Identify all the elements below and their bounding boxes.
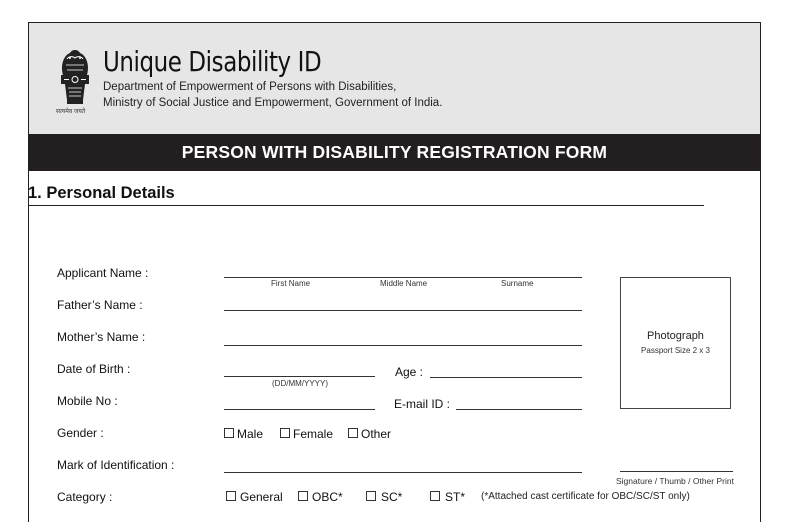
dob-label: Date of Birth : — [57, 362, 131, 376]
age-label: Age : — [395, 365, 424, 379]
middle-name-caption: Middle Name — [380, 279, 428, 288]
gender-other-label: Other — [361, 427, 392, 441]
gender-male-checkbox[interactable] — [224, 428, 234, 438]
category-note: (*Attached cast certificate for OBC/SC/ST only) — [481, 491, 690, 502]
mobile-label: Mobile No : — [57, 394, 118, 408]
ministry-line: Ministry of Social Justice and Empowerment, Government of India. — [103, 97, 443, 109]
signature-field[interactable] — [620, 471, 733, 472]
surname-caption: Surname — [501, 279, 534, 288]
photograph-size: Passport Size 2 x 3 — [641, 346, 710, 355]
photograph-title: Photograph — [647, 330, 704, 342]
gender-female-checkbox[interactable] — [280, 428, 290, 438]
photograph-box[interactable] — [620, 277, 731, 409]
dob-format-caption: (DD/MM/YYYY) — [272, 379, 328, 388]
first-name-caption: First Name — [271, 279, 311, 288]
identification-mark-field[interactable] — [224, 472, 582, 473]
gender-female-label: Female — [293, 427, 334, 441]
age-field[interactable] — [430, 377, 582, 378]
mobile-field[interactable] — [224, 409, 375, 410]
site-title: Unique Disability ID — [103, 45, 322, 78]
fathers-name-field[interactable] — [224, 310, 582, 311]
department-line: Department of Empowerment of Persons with Disabilities, — [103, 81, 397, 93]
gender-male-label: Male — [237, 427, 264, 441]
section-divider — [28, 205, 704, 206]
signature-caption: Signature / Thumb / Other Print — [616, 476, 734, 486]
emblem-caption: सत्यमेव जयते — [56, 109, 86, 115]
applicant-name-field[interactable] — [224, 277, 582, 278]
category-obc-label: OBC* — [312, 490, 343, 504]
category-label: Category : — [57, 490, 113, 504]
form-header — [29, 23, 760, 134]
gender-label: Gender : — [57, 426, 104, 440]
section-title: 1. Personal Details — [28, 184, 175, 202]
mothers-name-field[interactable] — [224, 345, 582, 346]
dob-field[interactable] — [224, 376, 375, 377]
identification-mark-label: Mark of Identification : — [57, 458, 175, 472]
category-general-label: General — [240, 490, 283, 504]
form-title-banner: PERSON WITH DISABILITY REGISTRATION FORM — [29, 134, 760, 171]
mothers-name-label: Mother’s Name : — [57, 330, 146, 344]
email-field[interactable] — [456, 409, 582, 410]
email-label: E-mail ID : — [394, 397, 451, 411]
applicant-name-label: Applicant Name : — [57, 266, 149, 280]
category-sc-label: SC* — [381, 490, 403, 504]
gender-other-checkbox[interactable] — [348, 428, 358, 438]
category-st-label: ST* — [445, 490, 466, 504]
fathers-name-label: Father’s Name : — [57, 298, 143, 312]
